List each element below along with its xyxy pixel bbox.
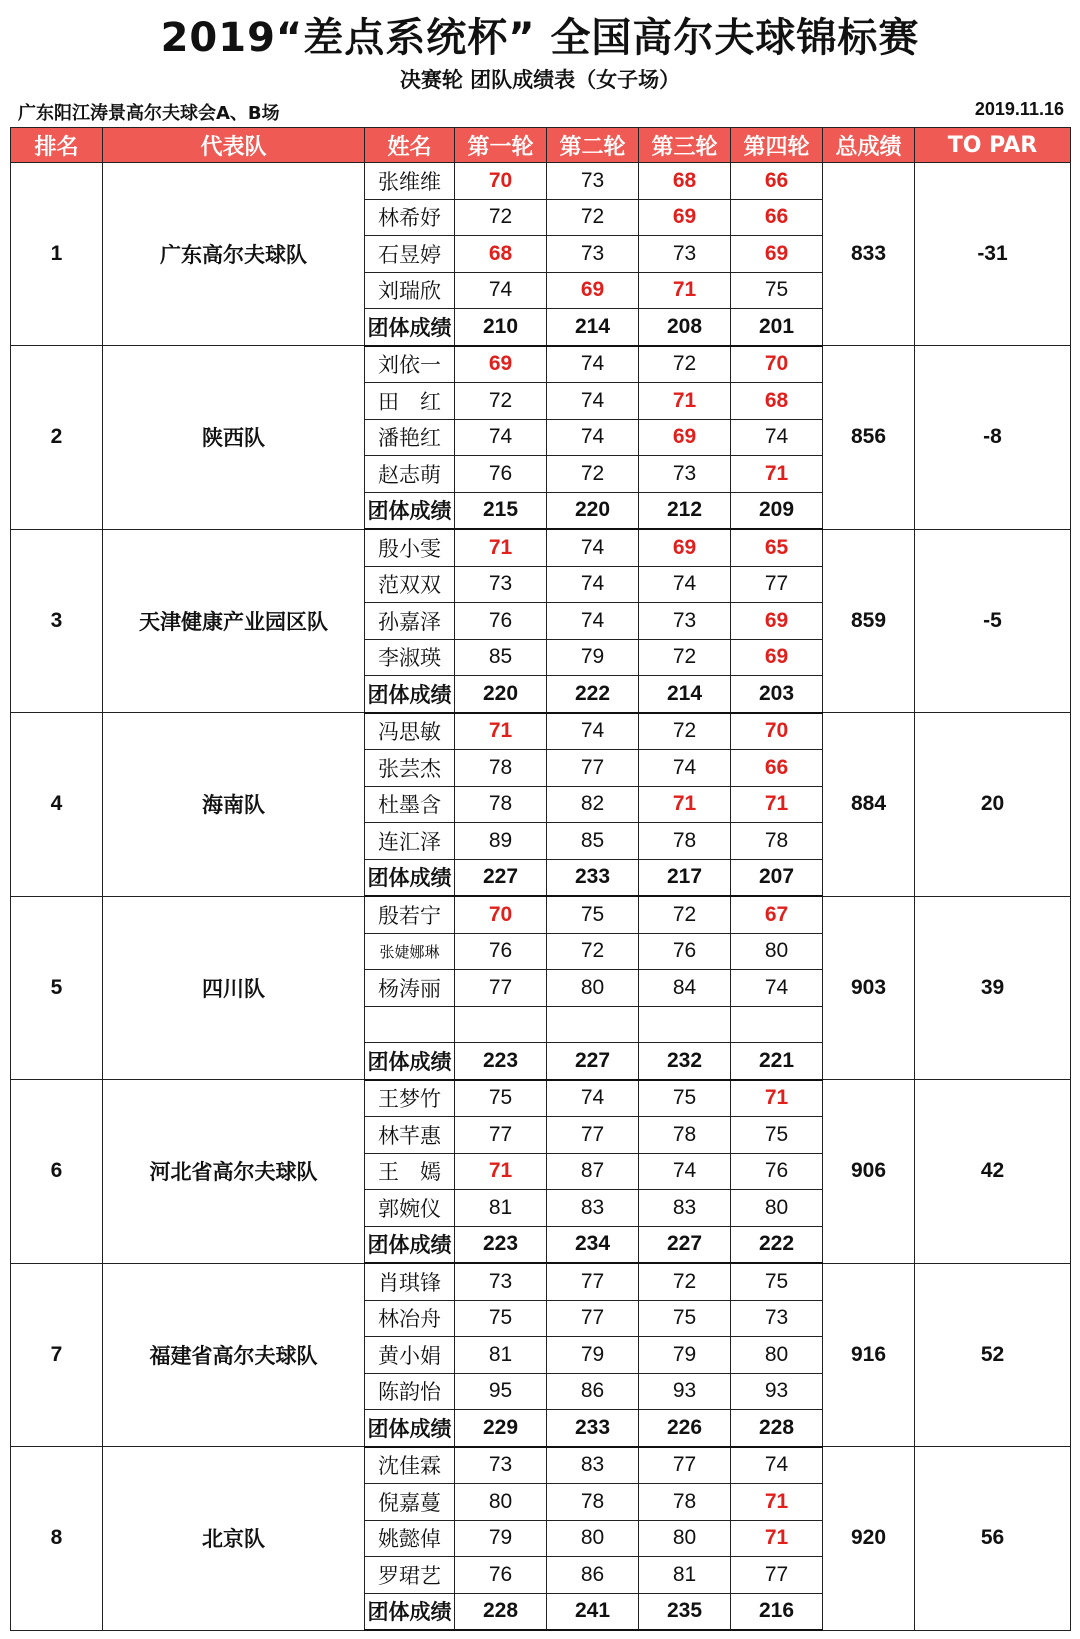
column-header-round-3: 第三轮 [639, 128, 731, 163]
round-4-score-cell: 78 [731, 823, 823, 860]
player-name-cell: 殷小雯 [365, 529, 455, 566]
round-2-score-cell: 78 [547, 1484, 639, 1521]
player-row [11, 1263, 1071, 1300]
round-2-score-cell: 77 [547, 1263, 639, 1300]
round-2-score-cell [547, 1006, 639, 1043]
round-2-score-cell: 72 [547, 199, 639, 236]
round-4-score-cell: 75 [731, 272, 823, 309]
player-name-cell: 杜墨含 [365, 786, 455, 823]
team-round-1-score: 215 [455, 492, 547, 529]
round-4-score-cell: 80 [731, 1190, 823, 1227]
round-4-score-cell: 67 [731, 896, 823, 933]
round-3-score-cell: 69 [639, 199, 731, 236]
round-3-score-cell: 72 [639, 896, 731, 933]
round-2-score-cell: 72 [547, 933, 639, 970]
round-3-score-cell: 76 [639, 933, 731, 970]
round-2-score-cell: 74 [547, 529, 639, 566]
rank-cell: 1 [11, 163, 103, 346]
round-1-score-cell: 72 [455, 383, 547, 420]
player-name-cell: 石昱婷 [365, 236, 455, 273]
round-4-score-cell: 71 [731, 1484, 823, 1521]
rank-cell: 5 [11, 896, 103, 1080]
round-2-score-cell: 77 [547, 1300, 639, 1337]
team-round-4-score: 216 [731, 1593, 823, 1630]
player-name-cell: 肖琪锋 [365, 1263, 455, 1300]
round-2-score-cell: 77 [547, 750, 639, 787]
round-1-score-cell: 85 [455, 639, 547, 676]
total-score-cell: 906 [823, 1080, 915, 1264]
team-round-1-score: 220 [455, 676, 547, 713]
round-3-score-cell: 71 [639, 272, 731, 309]
column-header-to-par: TO PAR [915, 128, 1071, 163]
team-round-3-score: 212 [639, 492, 731, 529]
round-2-score-cell: 73 [547, 236, 639, 273]
total-score-cell: 859 [823, 529, 915, 713]
round-2-score-cell: 80 [547, 970, 639, 1007]
team-round-2-score: 233 [547, 859, 639, 896]
to-par-cell: 39 [915, 896, 1071, 1080]
round-2-score-cell: 85 [547, 823, 639, 860]
round-1-score-cell: 76 [455, 1557, 547, 1594]
round-4-score-cell: 69 [731, 639, 823, 676]
round-4-score-cell: 80 [731, 1337, 823, 1374]
player-name-cell: 张维维 [365, 163, 455, 200]
round-3-score-cell: 81 [639, 1557, 731, 1594]
column-header-team: 代表队 [103, 128, 365, 163]
team-round-2-score: 241 [547, 1593, 639, 1630]
team-round-2-score: 214 [547, 309, 639, 346]
column-header-rank: 排名 [11, 128, 103, 163]
round-2-score-cell: 74 [547, 713, 639, 750]
team-round-3-score: 235 [639, 1593, 731, 1630]
total-score-cell: 920 [823, 1447, 915, 1631]
player-name-cell: 林冶舟 [365, 1300, 455, 1337]
round-4-score-cell: 75 [731, 1117, 823, 1154]
round-1-score-cell: 71 [455, 713, 547, 750]
round-1-score-cell: 79 [455, 1520, 547, 1557]
venue-label: 广东阳江涛景高尔夫球会A、B场 [18, 103, 280, 124]
player-name-cell: 倪嘉蔓 [365, 1484, 455, 1521]
round-3-score-cell: 72 [639, 639, 731, 676]
to-par-cell: 42 [915, 1080, 1071, 1264]
player-name-cell: 黄小娟 [365, 1337, 455, 1374]
player-name-cell: 田 红 [365, 383, 455, 420]
round-4-score-cell: 69 [731, 236, 823, 273]
team-name-cell: 四川队 [103, 896, 365, 1080]
round-1-score-cell: 74 [455, 272, 547, 309]
date-label: 2019.11.16 [974, 99, 1064, 119]
player-name-cell: 罗珺艺 [365, 1557, 455, 1594]
team-round-4-score: 209 [731, 492, 823, 529]
round-1-score-cell: 73 [455, 1447, 547, 1484]
player-name-cell: 林芊惠 [365, 1117, 455, 1154]
team-round-4-score: 207 [731, 859, 823, 896]
team-score-label: 团体成绩 [365, 1593, 455, 1630]
round-3-score-cell: 71 [639, 383, 731, 420]
round-3-score-cell: 68 [639, 163, 731, 200]
team-score-label: 团体成绩 [365, 859, 455, 896]
round-3-score-cell [639, 1006, 731, 1043]
to-par-cell: -31 [915, 163, 1071, 346]
round-1-score-cell: 71 [455, 1153, 547, 1190]
player-name-cell: 潘艳红 [365, 419, 455, 456]
column-header-round-2: 第二轮 [547, 128, 639, 163]
team-round-4-score: 221 [731, 1043, 823, 1080]
round-2-score-cell: 86 [547, 1373, 639, 1410]
player-name-cell: 连汇泽 [365, 823, 455, 860]
team-name-cell: 广东高尔夫球队 [103, 163, 365, 346]
to-par-cell: -5 [915, 529, 1071, 713]
round-1-score-cell: 95 [455, 1373, 547, 1410]
round-2-score-cell: 74 [547, 346, 639, 383]
player-row [11, 163, 1071, 200]
round-3-score-cell: 72 [639, 346, 731, 383]
page-title: 2019“差点系统杯” 全国高尔夫球锦标赛 [160, 15, 920, 61]
round-4-score-cell: 75 [731, 1263, 823, 1300]
round-2-score-cell: 86 [547, 1557, 639, 1594]
round-1-score-cell: 81 [455, 1337, 547, 1374]
round-2-score-cell: 82 [547, 786, 639, 823]
player-row [11, 1080, 1071, 1117]
player-row [11, 346, 1071, 383]
team-round-2-score: 234 [547, 1226, 639, 1263]
round-4-score-cell: 77 [731, 1557, 823, 1594]
team-round-3-score: 208 [639, 309, 731, 346]
rank-cell: 8 [11, 1447, 103, 1631]
player-row [11, 896, 1071, 933]
round-2-score-cell: 80 [547, 1520, 639, 1557]
team-round-4-score: 228 [731, 1410, 823, 1447]
rank-cell: 4 [11, 713, 103, 897]
round-1-score-cell: 74 [455, 419, 547, 456]
round-3-score-cell: 73 [639, 603, 731, 640]
team-round-3-score: 214 [639, 676, 731, 713]
round-2-score-cell: 83 [547, 1190, 639, 1227]
team-round-1-score: 229 [455, 1410, 547, 1447]
round-4-score-cell: 69 [731, 603, 823, 640]
round-4-score-cell: 74 [731, 970, 823, 1007]
round-4-score-cell: 93 [731, 1373, 823, 1410]
round-4-score-cell: 68 [731, 383, 823, 420]
round-4-score-cell: 70 [731, 713, 823, 750]
team-score-label: 团体成绩 [365, 1226, 455, 1263]
player-name-cell: 杨涛丽 [365, 970, 455, 1007]
player-name-cell: 张芸杰 [365, 750, 455, 787]
player-name-cell: 林希妤 [365, 199, 455, 236]
round-3-score-cell: 74 [639, 750, 731, 787]
team-round-1-score: 223 [455, 1043, 547, 1080]
round-3-score-cell: 80 [639, 1520, 731, 1557]
rank-cell: 3 [11, 529, 103, 713]
player-name-cell: 张婕娜琳 [365, 933, 455, 970]
round-1-score-cell: 76 [455, 456, 547, 493]
round-1-score-cell: 76 [455, 933, 547, 970]
team-name-cell: 海南队 [103, 713, 365, 897]
round-2-score-cell: 69 [547, 272, 639, 309]
round-3-score-cell: 78 [639, 1484, 731, 1521]
round-2-score-cell: 74 [547, 1080, 639, 1117]
round-3-score-cell: 73 [639, 236, 731, 273]
to-par-cell: -8 [915, 346, 1071, 530]
player-name-cell: 王梦竹 [365, 1080, 455, 1117]
round-2-score-cell: 72 [547, 456, 639, 493]
team-name-cell: 河北省高尔夫球队 [103, 1080, 365, 1264]
player-name-cell: 沈佳霖 [365, 1447, 455, 1484]
to-par-cell: 20 [915, 713, 1071, 897]
round-3-score-cell: 79 [639, 1337, 731, 1374]
round-2-score-cell: 73 [547, 163, 639, 200]
round-1-score-cell: 71 [455, 529, 547, 566]
table-header-row [11, 128, 1071, 163]
team-round-3-score: 226 [639, 1410, 731, 1447]
team-round-1-score: 210 [455, 309, 547, 346]
round-1-score-cell: 73 [455, 566, 547, 603]
player-name-cell: 赵志萌 [365, 456, 455, 493]
round-2-score-cell: 74 [547, 603, 639, 640]
round-2-score-cell: 74 [547, 383, 639, 420]
round-4-score-cell: 66 [731, 163, 823, 200]
player-name-cell: 郭婉仪 [365, 1190, 455, 1227]
team-round-4-score: 201 [731, 309, 823, 346]
column-header-round-1: 第一轮 [455, 128, 547, 163]
round-4-score-cell: 71 [731, 1520, 823, 1557]
round-1-score-cell: 70 [455, 163, 547, 200]
team-score-label: 团体成绩 [365, 676, 455, 713]
player-row [11, 1447, 1071, 1484]
player-name-cell: 王 嫣 [365, 1153, 455, 1190]
round-3-score-cell: 84 [639, 970, 731, 1007]
round-1-score-cell: 72 [455, 199, 547, 236]
round-4-score-cell: 70 [731, 346, 823, 383]
round-1-score-cell: 77 [455, 970, 547, 1007]
page-subtitle: 决赛轮 团队成绩表（女子场） [399, 68, 681, 92]
team-round-2-score: 222 [547, 676, 639, 713]
round-1-score-cell: 78 [455, 786, 547, 823]
round-4-score-cell: 77 [731, 566, 823, 603]
team-round-1-score: 227 [455, 859, 547, 896]
round-4-score-cell: 71 [731, 786, 823, 823]
results-table [10, 127, 1071, 1631]
round-1-score-cell: 68 [455, 236, 547, 273]
round-1-score-cell: 89 [455, 823, 547, 860]
round-4-score-cell [731, 1006, 823, 1043]
round-2-score-cell: 77 [547, 1117, 639, 1154]
round-3-score-cell: 93 [639, 1373, 731, 1410]
team-score-label: 团体成绩 [365, 309, 455, 346]
to-par-cell: 56 [915, 1447, 1071, 1631]
player-row [11, 529, 1071, 566]
column-header-name: 姓名 [365, 128, 455, 163]
round-4-score-cell: 71 [731, 456, 823, 493]
to-par-cell: 52 [915, 1263, 1071, 1447]
total-score-cell: 903 [823, 896, 915, 1080]
round-4-score-cell: 66 [731, 199, 823, 236]
total-score-cell: 884 [823, 713, 915, 897]
round-1-score-cell: 76 [455, 603, 547, 640]
team-round-3-score: 217 [639, 859, 731, 896]
round-4-score-cell: 65 [731, 529, 823, 566]
player-name-cell: 孙嘉泽 [365, 603, 455, 640]
round-3-score-cell: 75 [639, 1300, 731, 1337]
team-name-cell: 陕西队 [103, 346, 365, 530]
total-score-cell: 856 [823, 346, 915, 530]
player-name-cell: 陈韵怡 [365, 1373, 455, 1410]
rank-cell: 2 [11, 346, 103, 530]
round-3-score-cell: 69 [639, 529, 731, 566]
round-1-score-cell: 69 [455, 346, 547, 383]
team-round-4-score: 203 [731, 676, 823, 713]
round-3-score-cell: 74 [639, 566, 731, 603]
team-round-1-score: 228 [455, 1593, 547, 1630]
team-score-label: 团体成绩 [365, 492, 455, 529]
team-round-2-score: 220 [547, 492, 639, 529]
round-3-score-cell: 78 [639, 1117, 731, 1154]
round-2-score-cell: 79 [547, 1337, 639, 1374]
round-1-score-cell: 78 [455, 750, 547, 787]
player-name-cell: 刘依一 [365, 346, 455, 383]
round-1-score-cell: 77 [455, 1117, 547, 1154]
player-name-cell: 冯思敏 [365, 713, 455, 750]
column-header-round-4: 第四轮 [731, 128, 823, 163]
team-name-cell: 天津健康产业园区队 [103, 529, 365, 713]
round-3-score-cell: 69 [639, 419, 731, 456]
team-round-3-score: 232 [639, 1043, 731, 1080]
round-2-score-cell: 79 [547, 639, 639, 676]
team-round-2-score: 227 [547, 1043, 639, 1080]
round-1-score-cell: 70 [455, 896, 547, 933]
rank-cell: 6 [11, 1080, 103, 1264]
team-round-1-score: 223 [455, 1226, 547, 1263]
player-name-cell: 李淑瑛 [365, 639, 455, 676]
round-2-score-cell: 74 [547, 566, 639, 603]
round-3-score-cell: 72 [639, 1263, 731, 1300]
team-score-label: 团体成绩 [365, 1043, 455, 1080]
round-3-score-cell: 72 [639, 713, 731, 750]
player-row [11, 713, 1071, 750]
round-3-score-cell: 78 [639, 823, 731, 860]
round-4-score-cell: 76 [731, 1153, 823, 1190]
player-name-cell: 范双双 [365, 566, 455, 603]
round-2-score-cell: 83 [547, 1447, 639, 1484]
team-name-cell: 福建省高尔夫球队 [103, 1263, 365, 1447]
round-4-score-cell: 74 [731, 419, 823, 456]
round-1-score-cell: 80 [455, 1484, 547, 1521]
team-name-cell: 北京队 [103, 1447, 365, 1631]
round-1-score-cell: 75 [455, 1080, 547, 1117]
round-3-score-cell: 83 [639, 1190, 731, 1227]
round-1-score-cell [455, 1006, 547, 1043]
round-3-score-cell: 75 [639, 1080, 731, 1117]
round-2-score-cell: 75 [547, 896, 639, 933]
round-1-score-cell: 75 [455, 1300, 547, 1337]
player-name-cell [365, 1006, 455, 1043]
team-round-2-score: 233 [547, 1410, 639, 1447]
round-4-score-cell: 73 [731, 1300, 823, 1337]
round-2-score-cell: 74 [547, 419, 639, 456]
round-4-score-cell: 66 [731, 750, 823, 787]
column-header-total: 总成绩 [823, 128, 915, 163]
round-4-score-cell: 71 [731, 1080, 823, 1117]
round-4-score-cell: 80 [731, 933, 823, 970]
table-body [11, 163, 1071, 1631]
rank-cell: 7 [11, 1263, 103, 1447]
total-score-cell: 916 [823, 1263, 915, 1447]
player-name-cell: 刘瑞欣 [365, 272, 455, 309]
round-3-score-cell: 74 [639, 1153, 731, 1190]
round-4-score-cell: 74 [731, 1447, 823, 1484]
round-3-score-cell: 73 [639, 456, 731, 493]
player-name-cell: 姚懿倬 [365, 1520, 455, 1557]
round-2-score-cell: 87 [547, 1153, 639, 1190]
round-3-score-cell: 77 [639, 1447, 731, 1484]
team-round-3-score: 227 [639, 1226, 731, 1263]
total-score-cell: 833 [823, 163, 915, 346]
round-1-score-cell: 73 [455, 1263, 547, 1300]
round-1-score-cell: 81 [455, 1190, 547, 1227]
round-3-score-cell: 71 [639, 786, 731, 823]
team-round-4-score: 222 [731, 1226, 823, 1263]
player-name-cell: 殷若宁 [365, 896, 455, 933]
team-score-label: 团体成绩 [365, 1410, 455, 1447]
